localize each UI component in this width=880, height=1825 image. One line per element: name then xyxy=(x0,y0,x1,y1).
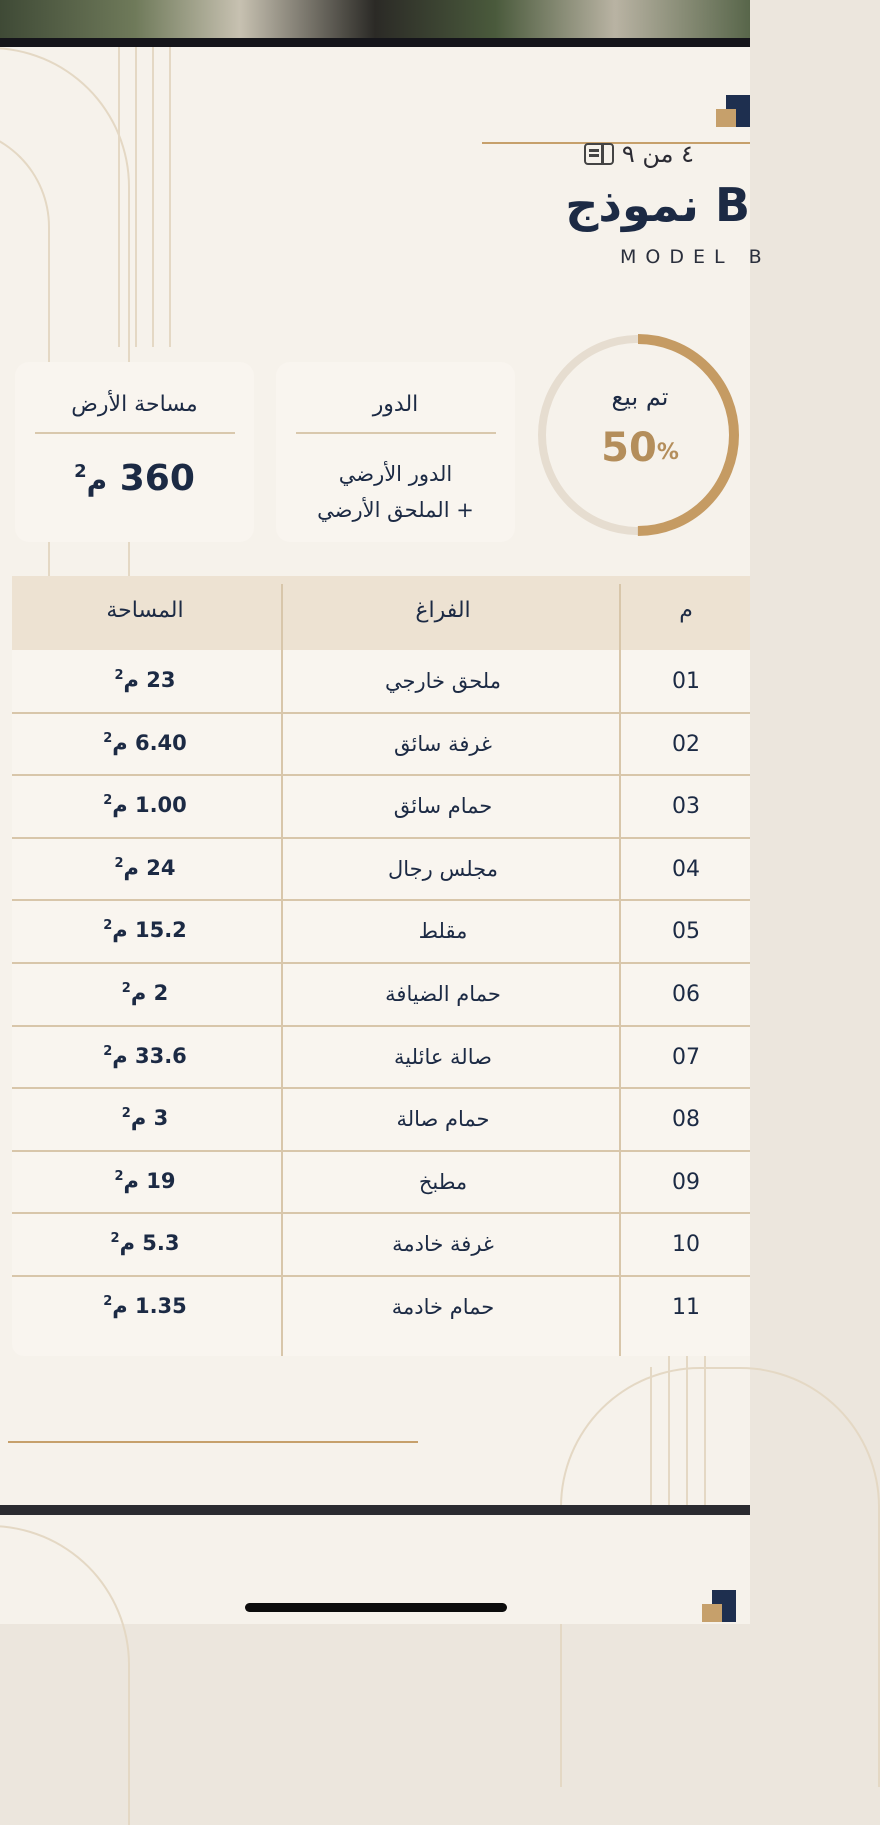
floor-card xyxy=(276,362,515,542)
decor-line xyxy=(152,47,154,347)
land-area-unit-sup: 2 xyxy=(74,461,87,482)
floor-value-line1: الدور الأرضي xyxy=(338,462,453,486)
footer-gold-rule xyxy=(8,1441,418,1443)
row-area-value: 3 xyxy=(153,1106,169,1131)
decor-line xyxy=(668,1347,670,1507)
row-area-unit-sup: 2 xyxy=(103,1294,113,1309)
home-indicator[interactable] xyxy=(245,1603,507,1612)
row-area-value: 24 xyxy=(146,855,176,880)
land-area-card xyxy=(15,362,254,542)
row-number: 10 xyxy=(672,1232,700,1258)
page-subtitle: MODEL B xyxy=(620,246,771,268)
row-area xyxy=(12,1106,278,1130)
title-arabic: نموذج xyxy=(565,178,699,232)
row-area-unit-sup: 2 xyxy=(114,668,124,683)
row-number: 11 xyxy=(672,1295,700,1320)
table-row xyxy=(12,900,750,963)
title-letter: B xyxy=(714,178,750,232)
land-area-card-rule xyxy=(35,432,235,434)
row-area-unit: م xyxy=(112,1294,128,1318)
page-title xyxy=(350,178,750,232)
decor-line xyxy=(169,47,171,347)
decor-line xyxy=(704,1332,706,1507)
header-photo-strip xyxy=(0,0,750,38)
decor-arch-next xyxy=(0,1525,130,1825)
row-area xyxy=(12,918,278,942)
decor-line xyxy=(135,47,137,347)
row-space: حمام سائق xyxy=(393,794,493,819)
row-number: 06 xyxy=(672,982,700,1007)
row-space: صالة عائلية xyxy=(394,1044,492,1069)
row-area-unit-sup: 2 xyxy=(103,1043,113,1059)
spaces-table xyxy=(12,576,750,1356)
row-space: مقلط xyxy=(418,919,468,944)
row-area xyxy=(12,793,278,817)
page-counter xyxy=(584,140,694,168)
row-space: مطبخ xyxy=(418,1169,468,1194)
row-area-unit-sup: 2 xyxy=(114,855,124,871)
sold-label: تم بيع xyxy=(611,383,669,411)
header-space: الفراغ xyxy=(415,598,471,623)
header-area: المساحة xyxy=(106,598,184,623)
row-number: 02 xyxy=(672,731,700,757)
table-row xyxy=(12,1213,750,1276)
row-space: مجلس رجال xyxy=(388,856,498,881)
row-area xyxy=(12,1231,278,1255)
land-area-number: 360 xyxy=(119,458,195,499)
floorplan-icon xyxy=(584,143,614,165)
row-area xyxy=(12,731,278,755)
percent-sign: % xyxy=(656,440,679,465)
row-area-value: 1.00 xyxy=(134,793,187,818)
table-header xyxy=(12,576,750,650)
bottom-divider xyxy=(0,1505,750,1515)
land-area-value xyxy=(15,458,254,499)
decor-line xyxy=(650,1367,652,1507)
row-area-unit: م xyxy=(130,981,147,1005)
land-area-unit: م xyxy=(86,464,108,497)
sold-value xyxy=(560,425,720,471)
row-number: 07 xyxy=(672,1044,700,1070)
row-area-value: 33.6 xyxy=(134,1043,187,1068)
row-area-unit-sup: 2 xyxy=(121,981,131,996)
table-row xyxy=(12,713,750,776)
row-space: ملحق خارجي xyxy=(385,669,501,693)
top-divider xyxy=(0,38,750,47)
table-row xyxy=(12,1276,750,1339)
row-area-unit: م xyxy=(130,1106,147,1131)
row-number: 04 xyxy=(672,856,700,882)
floor-value xyxy=(276,456,515,528)
header-num: م xyxy=(679,598,693,623)
row-area-unit: م xyxy=(123,1168,139,1193)
row-area-unit-sup: 2 xyxy=(103,730,113,746)
row-number: 05 xyxy=(672,919,700,945)
decor-line xyxy=(118,47,120,347)
brand-logo-icon-next xyxy=(700,1590,736,1626)
row-area-unit: م xyxy=(123,855,139,880)
table-row xyxy=(12,650,750,713)
row-area-value: 23 xyxy=(146,668,176,692)
row-area xyxy=(12,668,278,692)
row-area-value: 19 xyxy=(146,1168,176,1193)
row-area-value: 2 xyxy=(153,981,169,1005)
sold-number: 50 xyxy=(601,425,657,471)
row-area-value: 6.40 xyxy=(134,730,187,755)
table-row xyxy=(12,838,750,901)
row-area-unit-sup: 2 xyxy=(110,1231,120,1247)
page-counter-text: ٤ من ٩ xyxy=(621,140,694,168)
row-space: حمام الضيافة xyxy=(385,982,501,1006)
floor-card-rule xyxy=(296,432,496,434)
row-area-value: 15.2 xyxy=(134,918,187,943)
row-area xyxy=(12,1044,278,1068)
row-area-unit: م xyxy=(119,1231,135,1256)
table-row xyxy=(12,775,750,838)
row-area-value: 1.35 xyxy=(134,1294,187,1318)
decor-line xyxy=(686,1337,688,1507)
row-area xyxy=(12,856,278,880)
row-area xyxy=(12,981,278,1005)
row-area-unit-sup: 2 xyxy=(103,793,113,809)
table-row xyxy=(12,1026,750,1089)
row-number: 01 xyxy=(672,669,700,694)
row-area xyxy=(12,1294,278,1318)
row-area-unit-sup: 2 xyxy=(121,1106,131,1122)
row-space: حمام صالة xyxy=(396,1107,490,1132)
row-area-unit: م xyxy=(112,1043,128,1068)
row-space: حمام خادمة xyxy=(391,1295,495,1319)
table-row xyxy=(12,963,750,1026)
row-space: غرفة سائق xyxy=(394,731,492,756)
table-row xyxy=(12,1088,750,1151)
table-row xyxy=(12,1151,750,1214)
land-area-label: مساحة الأرض xyxy=(71,392,198,417)
row-area-unit: م xyxy=(112,918,128,943)
row-area xyxy=(12,1169,278,1193)
row-area-unit: م xyxy=(123,668,139,692)
row-area-value: 5.3 xyxy=(142,1231,180,1256)
row-area-unit-sup: 2 xyxy=(103,918,113,934)
row-area-unit: م xyxy=(112,793,128,818)
row-area-unit: م xyxy=(112,730,128,755)
row-number: 08 xyxy=(672,1107,700,1133)
row-area-unit-sup: 2 xyxy=(114,1168,124,1184)
floor-value-line2: + الملحق الأرضي xyxy=(317,498,474,522)
brand-logo-icon xyxy=(714,95,750,131)
floor-label: الدور xyxy=(372,392,419,417)
row-space: غرفة خادمة xyxy=(392,1232,494,1257)
row-number: 09 xyxy=(672,1169,700,1195)
row-number: 03 xyxy=(672,794,700,820)
